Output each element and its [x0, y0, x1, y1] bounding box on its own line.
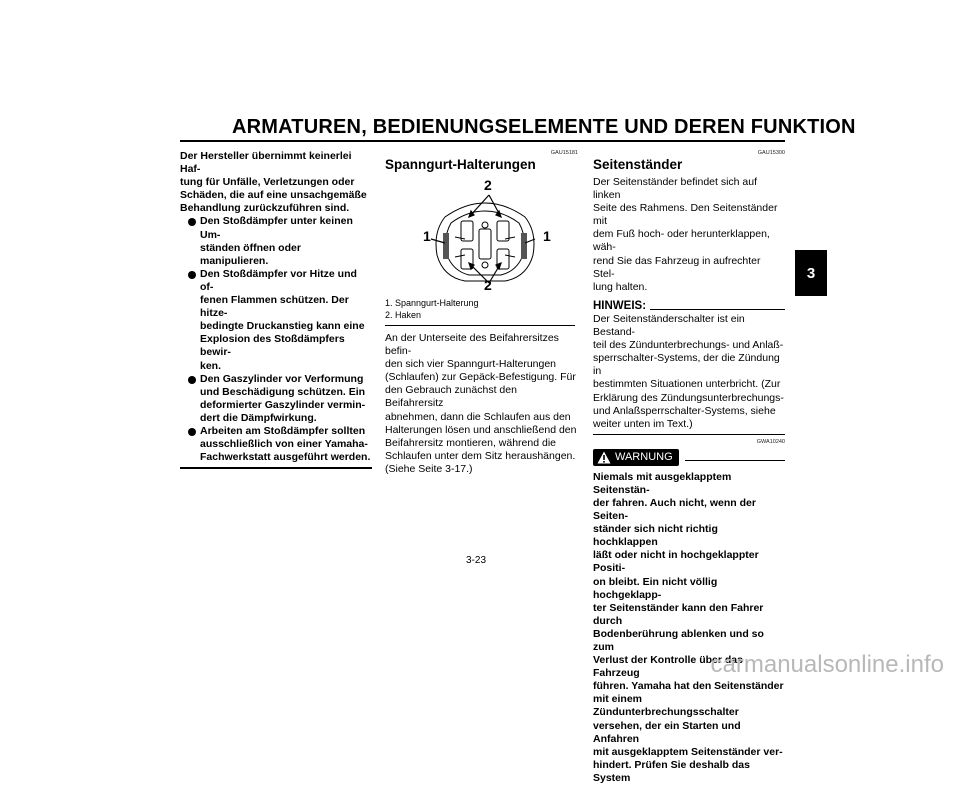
caution-list: [180, 215, 372, 464]
figure-label-bottom: 2: [484, 277, 492, 293]
spanngurt-body: An der Unterseite des Beifahrersitzes befin- den sich vier Spanngurt-Halterungen (Schlaufen) zur Gepäck-Befestigung. Für den Gebrauch zunächst den Beifahrersitz abnehmen, dann die Schlaufen aus den Halterungen lösen und anschließend den Beifahrersitz montieren, während die Schlaufen unter dem Sitz heraushängen. (Siehe Seite 3-17.): [385, 332, 577, 475]
page-header-title: ARMATUREN, BEDIENUNGSELEMENTE UND DEREN FUNKTION: [232, 116, 856, 138]
section-code: GAU15181: [550, 150, 578, 156]
column-2: [385, 150, 578, 476]
warning-rule: [685, 460, 785, 461]
bullet-icon: [188, 218, 196, 226]
page-number: 3-23: [466, 555, 487, 566]
section-end-rule: [180, 467, 372, 469]
column-1: [180, 150, 372, 469]
note-rule: [650, 309, 785, 310]
warning-body: Niemals mit ausgeklapptem Seitenstän- der fahren. Auch nicht, wenn der Seiten- ständer sich nicht richtig hochklappen läßt oder nicht in hochgeklappter Positi- on bleibt. Ein nicht völlig hochgeklapp- ter Seitenständer kann den Fahrer durch Bodenberührung ablenken und so zum Verlust der Kontrolle über das Fahrzeug führen. Yamaha hat den Seitenständer mit einem Zündunterbrechungsschalter versehen, der ein Starten und Anfahren mit ausgeklapptem Seitenständer ver- hindert. Prüfen Sie deshalb das System: [593, 470, 784, 784]
bullet-icon: [188, 271, 196, 279]
figure-captions: 1. Spanngurt-Halterung 2. Haken: [385, 298, 479, 320]
list-item: Den Gaszylinder vor Verformung und Beschädigung schützen. Ein deformierter Gaszylinder vermin- dert die Dämpfwirkung.: [180, 373, 372, 425]
spanngurt-figure: [385, 177, 575, 295]
section-code: GAU15300: [757, 150, 785, 156]
chapter-tab[interactable]: 3: [795, 250, 827, 296]
figure-label-top: 2: [484, 177, 492, 193]
bullet-icon: [188, 428, 196, 436]
note-body: Der Seitenständerschalter ist ein Bestand- teil des Zündunterbrechungs- und Anlaß- sperrschalter-Systems, der die Zündung in bestimmten Situationen unterbricht. (Zur Erklärung des Zündungsunterbrechungs- und Anlaßsperrschalter-Systems, siehe weiter unten im Text.): [593, 312, 784, 430]
section-title-spanngurt: Spanngurt-Halterungen: [385, 157, 536, 172]
column-3: [593, 150, 785, 785]
warning-code: GWA10240: [756, 438, 785, 445]
watermark-text: carmanualsonline.info: [710, 651, 944, 678]
warning-header: [593, 449, 785, 466]
intro-text: Der Hersteller übernimmt keinerlei Haf- tung für Unfälle, Verletzungen oder Schäden, die auf eine unsachgemäße Behandlung zurückzuführen sind.: [180, 150, 367, 215]
warning-triangle-icon: [597, 451, 611, 464]
note-header: [593, 300, 785, 313]
seitenstaender-body: Der Seitenständer befindet sich auf linken Seite des Rahmens. Den Seitenständer mit dem Fuß hoch- oder herunterklappen, wäh- rend Sie das Fahrzeug in aufrechter Stel- lung halten.: [593, 176, 778, 293]
header-rule: [180, 140, 785, 142]
warning-label: WARNUNG: [615, 450, 673, 463]
note-label: HINWEIS:: [593, 299, 647, 312]
warning-badge: [593, 449, 679, 466]
caption-rule: [385, 325, 575, 326]
note-end-rule: [593, 434, 785, 435]
section-title-seitenstaender: Seitenständer: [593, 157, 683, 172]
list-item: Den Stoßdämpfer unter keinen Um- ständen öffnen oder manipulieren.: [180, 215, 372, 267]
list-item: Den Stoßdämpfer vor Hitze und of- fenen Flammen schützen. Der hitze- bedingte Druckanstieg kann eine Explosion des Stoßdämpfers bewir- ken.: [180, 268, 372, 373]
bullet-icon: [188, 376, 196, 384]
list-item: Arbeiten am Stoßdämpfer sollten ausschließlich von einer Yamaha- Fachwerkstatt ausgeführt werden.: [180, 425, 372, 464]
figure-label-right: 1: [543, 228, 551, 244]
figure-label-left: 1: [423, 228, 431, 244]
